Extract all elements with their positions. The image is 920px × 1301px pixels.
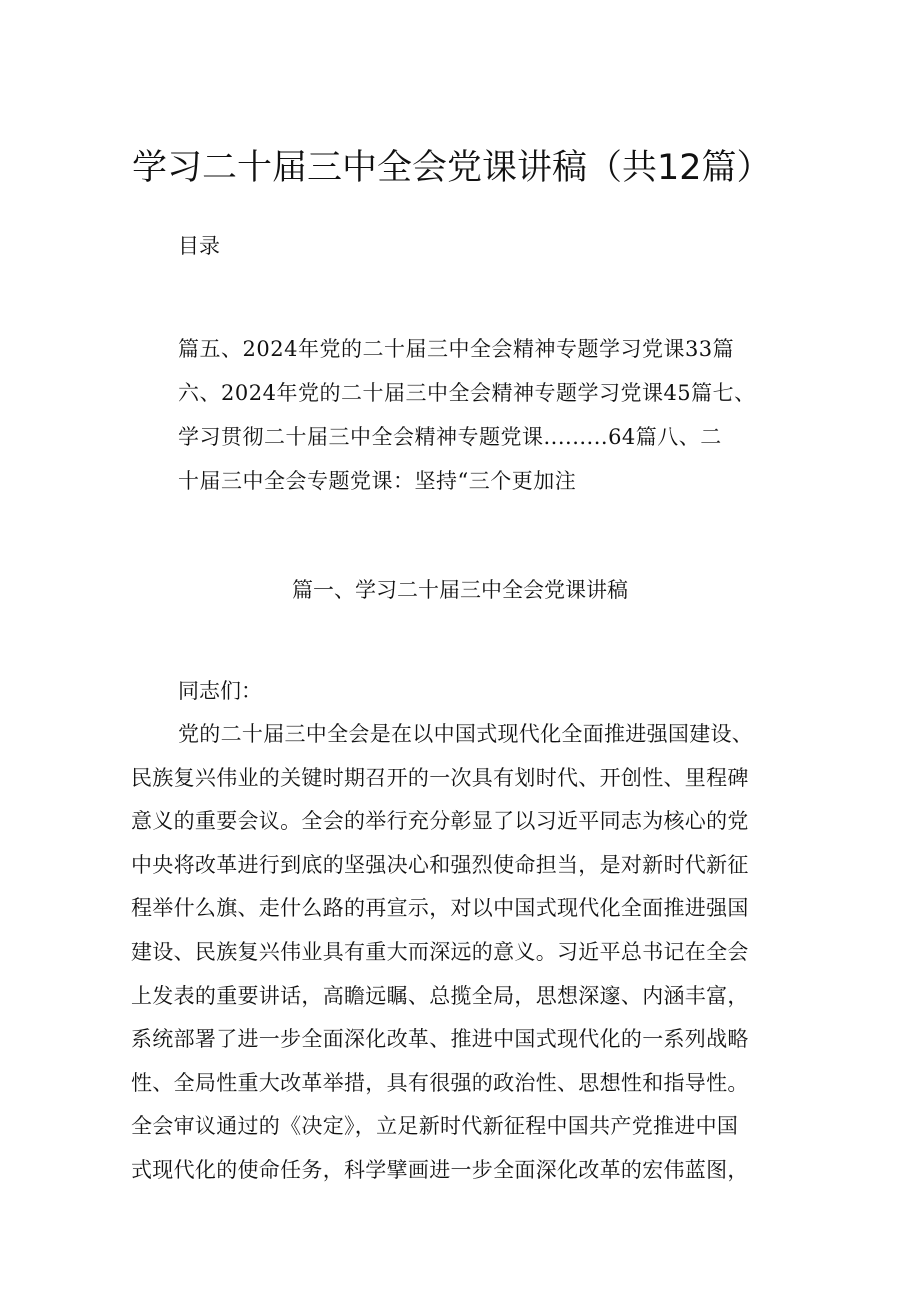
- paragraph-line: 意义的重要会议。全会的举行充分彰显了以习近平同志为核心的党: [131, 809, 749, 834]
- paragraph-line: 建设、民族复兴伟业具有重大而深远的意义。习近平总书记在全会: [131, 939, 749, 964]
- paragraph-line: 上发表的重要讲话，高瞻远瞩、总揽全局，思想深邃、内涵丰富，: [131, 983, 749, 1008]
- toc-line: 篇五、2024年党的二十届三中全会精神专题学习党课33篇: [178, 337, 735, 361]
- paragraph-line: 程举什么旗、走什么路的再宣示，对以中国式现代化全面推进强国: [131, 896, 749, 921]
- paragraph-line: 性、全局性重大改革举措，具有很强的政治性、思想性和指导性。: [131, 1070, 749, 1095]
- paragraph-line: 中央将改革进行到底的坚强决心和强烈使命担当，是对新时代新征: [131, 852, 749, 877]
- toc-line: 六、2024年党的二十届三中全会精神专题学习党课45篇七、: [178, 381, 756, 405]
- section-title: 篇一、学习二十届三中全会党课讲稿: [292, 578, 628, 602]
- salutation: 同志们：: [178, 679, 262, 703]
- toc-line: 学习贯彻二十届三中全会精神专题党课.........64篇八、二: [178, 425, 722, 449]
- paragraph-line: 式现代化的使命任务，科学擘画进一步全面深化改革的宏伟蓝图，: [131, 1157, 749, 1182]
- paragraph-line: 民族复兴伟业的关键时期召开的一次具有划时代、开创性、里程碑: [131, 765, 749, 790]
- table-of-contents: [178, 327, 818, 503]
- toc-heading: 目录: [178, 234, 220, 258]
- document-title: 学习二十届三中全会党课讲稿（共12篇）: [132, 148, 772, 188]
- paragraph-line: 系统部署了进一步全面深化改革、推进中国式现代化的一系列战略: [131, 1027, 749, 1052]
- body-text: [131, 670, 801, 1193]
- paragraph-line: 党的二十届三中全会是在以中国式现代化全面推进强国建设、: [178, 722, 754, 746]
- toc-line: 十届三中全会专题党课：坚持“三个更加注: [178, 469, 577, 493]
- paragraph-line: 全会审议通过的《决定》，立足新时代新征程中国共产党推进中国: [131, 1114, 739, 1139]
